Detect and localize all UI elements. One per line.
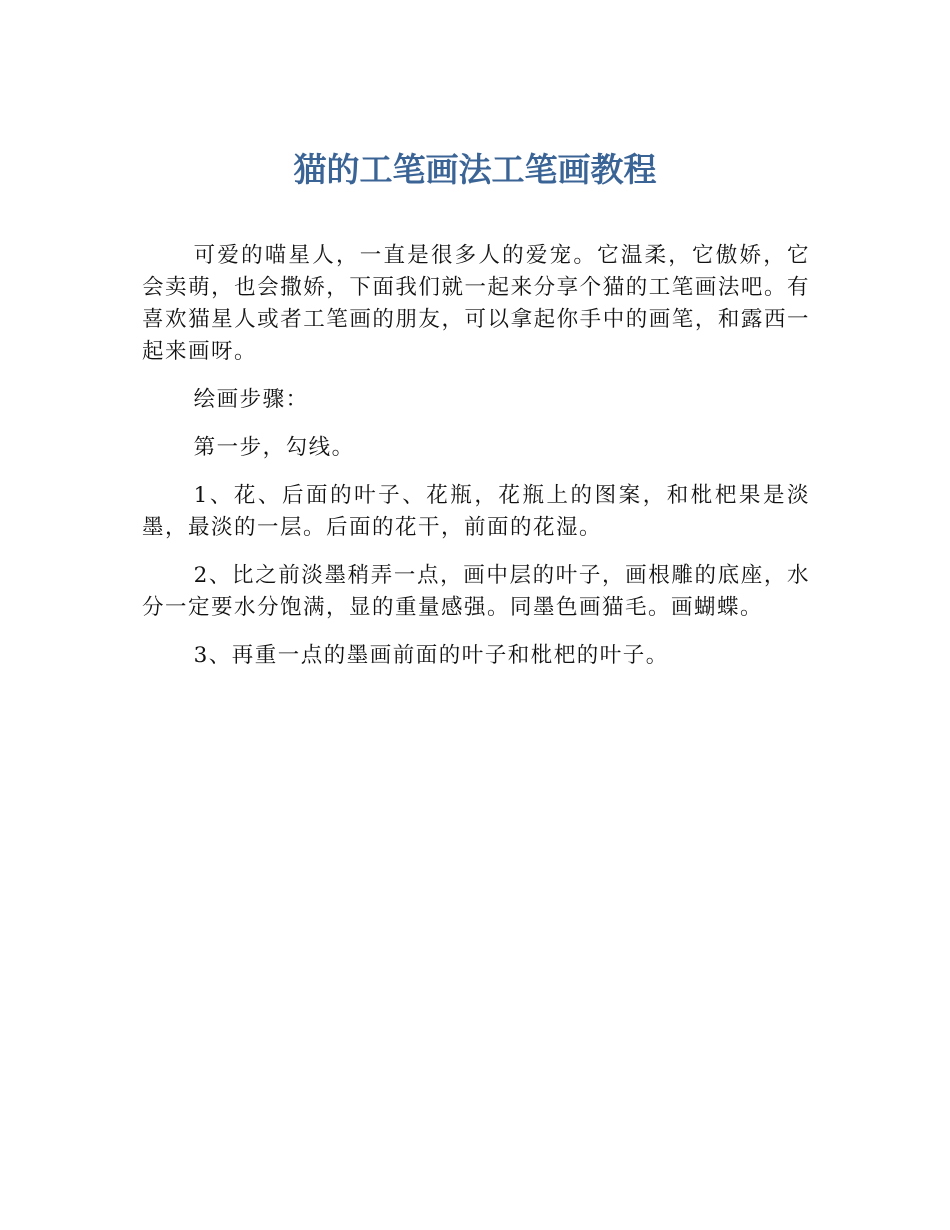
intro-paragraph: 可爱的喵星人，一直是很多人的爱宠。它温柔，它傲娇，它会卖萌，也会撒娇，下面我们就一起来分享个猫的工笔画法吧。有喜欢猫星人或者工笔画的朋友，可以拿起你手中的画笔，和露西一起来画呀。 bbox=[142, 243, 810, 364]
step-one-heading: 第一步，勾线。 bbox=[193, 435, 355, 460]
document-title: 猫的工笔画法工笔画教程 bbox=[293, 150, 657, 189]
step-item-1: 1、花、后面的叶子、花瓶，花瓶上的图案，和枇杷果是淡墨，最淡的一层。后面的花干，前面的花湿。 bbox=[142, 483, 810, 540]
steps-heading: 绘画步骤： bbox=[193, 387, 309, 412]
step-item-3: 3、再重一点的墨画前面的叶子和枇杷的叶子。 bbox=[193, 643, 669, 668]
step-item-2: 2、比之前淡墨稍弄一点，画中层的叶子，画根雕的底座，水分一定要水分饱满，显的重量感强。同墨色画猫毛。画蝴蝶。 bbox=[142, 563, 810, 620]
document-body bbox=[142, 240, 810, 688]
